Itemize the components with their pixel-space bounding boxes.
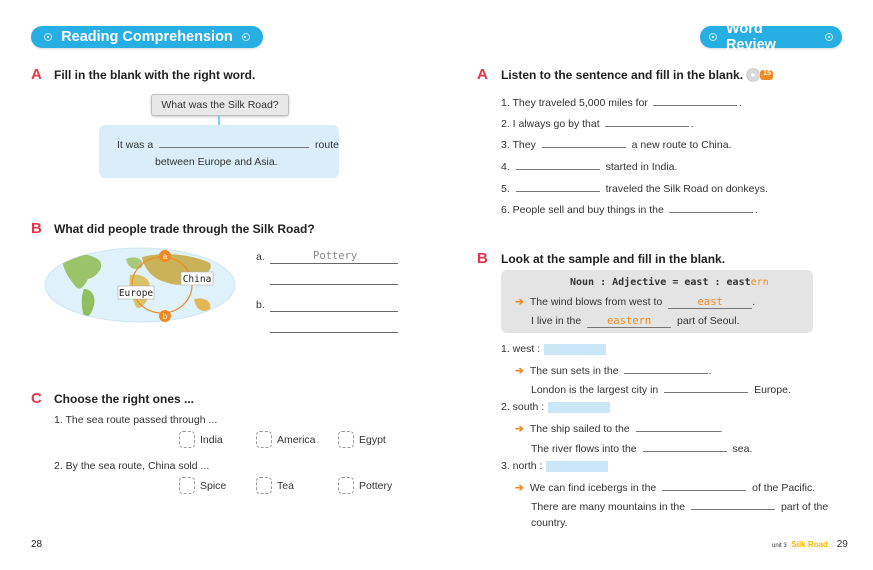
suffix-highlight: ern <box>750 277 769 288</box>
footer <box>772 539 848 550</box>
section-letter: B <box>31 220 42 237</box>
connector-line <box>218 115 220 125</box>
text: . <box>754 204 758 216</box>
world-map <box>44 247 236 323</box>
answer: eastern <box>606 315 652 327</box>
section-title: Listen to the sentence and fill in the blank. <box>501 68 744 82</box>
header-title: Word Review <box>725 21 776 53</box>
text: sea. <box>732 443 753 455</box>
handwritten-answer-a: Pottery <box>313 250 358 262</box>
blank-line[interactable] <box>624 362 708 374</box>
footer-unit: unit 3 <box>772 543 787 549</box>
footer-title: Silk Road <box>791 540 828 549</box>
checkbox[interactable] <box>338 477 354 494</box>
marker-a-label: a <box>162 252 168 261</box>
option-label: Pottery <box>359 479 393 492</box>
text: 1. They traveled 5,000 miles for <box>501 97 648 109</box>
text: 2. I always go by that <box>501 118 600 130</box>
blank-line-b1[interactable] <box>270 311 398 312</box>
page-number-right: 29 <box>836 539 848 550</box>
checkbox[interactable] <box>338 431 354 448</box>
question-2: 2. By the sea route, China sold ... <box>54 460 210 472</box>
word-blank[interactable] <box>548 402 610 413</box>
word-label: 2. south : <box>501 401 545 413</box>
blank-line-b2[interactable] <box>270 332 398 333</box>
word-label: 1. west : <box>501 343 541 355</box>
arrow-right-icon: ➔ <box>515 423 524 435</box>
header-dot-icon <box>825 33 833 41</box>
word-label: 3. north : <box>501 460 543 472</box>
listen-item-4 <box>501 158 677 173</box>
text: The river flows into the <box>531 443 637 455</box>
blank-line[interactable] <box>643 440 727 452</box>
text: It was a <box>117 139 154 151</box>
section-title: Choose the right ones ... <box>54 392 195 406</box>
blank-line[interactable] <box>605 115 689 127</box>
option-checkbox[interactable] <box>256 477 294 494</box>
word-item-1 <box>501 343 606 355</box>
text: route <box>315 139 339 151</box>
option-checkbox[interactable] <box>338 477 392 494</box>
sample-sentence-1 <box>515 296 755 309</box>
option-checkbox[interactable] <box>338 431 386 448</box>
text: 3. They <box>501 139 536 151</box>
text: Europe. <box>754 384 791 396</box>
text: a new route to China. <box>631 139 732 151</box>
checkbox[interactable] <box>256 431 272 448</box>
marker-b-label: b <box>162 312 168 321</box>
header-dot-icon <box>709 33 717 41</box>
blank-line[interactable] <box>691 498 775 510</box>
blank-line[interactable] <box>662 479 746 491</box>
listen-item-1 <box>501 94 742 109</box>
option-label: Spice <box>200 479 227 492</box>
word-item-3-sentence-2-continued: country. <box>531 517 568 529</box>
word-item-2-sentence-1 <box>515 420 722 435</box>
checkbox[interactable] <box>179 477 195 494</box>
track-number: 15 <box>763 70 771 77</box>
word-item-2-sentence-2 <box>531 440 752 455</box>
word-item-2 <box>501 401 610 413</box>
section-title: Fill in the blank with the right word. <box>54 68 256 82</box>
label-b: b. <box>256 299 265 311</box>
arrow-right-icon: ➔ <box>515 365 524 377</box>
option-checkbox[interactable] <box>256 431 316 448</box>
section-letter: A <box>31 66 42 83</box>
question-box: What was the Silk Road? <box>151 94 289 116</box>
blank-line[interactable] <box>653 94 737 106</box>
text: The sun sets in the <box>529 365 619 377</box>
blank-line[interactable] <box>636 420 720 432</box>
listen-item-6 <box>501 201 758 216</box>
checkbox[interactable] <box>179 431 195 448</box>
text: part of the <box>780 501 829 513</box>
text: traveled the Silk Road on donkeys. <box>605 183 768 195</box>
text: . <box>690 118 694 130</box>
listen-item-5 <box>501 180 768 195</box>
section-title: What did people trade through the Silk Road? <box>54 222 315 236</box>
sample-heading <box>570 277 769 288</box>
option-checkbox[interactable] <box>179 431 223 448</box>
text: of the Pacific. <box>752 482 816 494</box>
option-label: America <box>277 433 316 446</box>
answer-line-2: between Europe and Asia. <box>155 156 278 168</box>
audio-cd-icon[interactable] <box>746 68 774 82</box>
section-letter: B <box>477 250 488 267</box>
arrow-right-icon: ➔ <box>515 482 524 494</box>
text: The ship sailed to the <box>529 423 630 435</box>
text: I live in the <box>531 315 582 327</box>
word-item-1-sentence-1 <box>515 362 711 377</box>
word-item-3-sentence-1 <box>515 479 815 494</box>
text: 6. People sell and buy things in the <box>501 204 664 216</box>
option-label: India <box>200 433 223 446</box>
header-dot-icon <box>44 33 52 41</box>
text: . <box>752 296 756 308</box>
word-item-3-sentence-2 <box>531 498 828 513</box>
blank-line[interactable] <box>542 136 626 148</box>
text: We can find icebergs in the <box>529 482 657 494</box>
blank-line[interactable] <box>669 201 753 213</box>
word-item-3 <box>501 460 608 472</box>
option-label: Tea <box>277 479 294 492</box>
arrow-right-icon: ➔ <box>515 296 524 308</box>
china-label: China <box>182 274 212 285</box>
blank-line-a1[interactable] <box>270 263 398 264</box>
text: . <box>738 97 742 109</box>
page-number-left: 28 <box>31 539 43 550</box>
option-checkbox[interactable] <box>179 477 226 494</box>
text: . <box>708 365 712 377</box>
answer: east <box>697 296 723 308</box>
text: Noun : Adjective = east : east <box>570 277 751 288</box>
blank-line[interactable] <box>159 136 309 148</box>
question-1: 1. The sea route passed through ... <box>54 414 218 426</box>
sample-sentence-2 <box>531 315 740 328</box>
text: part of Seoul. <box>677 315 740 327</box>
text: 4. <box>501 161 510 173</box>
checkbox[interactable] <box>256 477 272 494</box>
word-blank[interactable] <box>544 344 606 355</box>
answer-line-1 <box>117 136 339 151</box>
option-label: Egypt <box>359 433 386 446</box>
section-letter: C <box>31 390 42 407</box>
blank-line[interactable] <box>516 158 600 170</box>
text: . <box>719 423 723 435</box>
listen-item-3 <box>501 136 731 151</box>
word-blank[interactable] <box>546 461 608 472</box>
text: London is the largest city in <box>531 384 659 396</box>
answer-box <box>99 125 339 178</box>
section-title: Look at the sample and fill in the blank. <box>501 252 726 266</box>
filled-blank <box>587 315 671 328</box>
blank-line[interactable] <box>664 381 748 393</box>
word-review-header <box>700 21 842 53</box>
text: There are many mountains in the <box>531 501 686 513</box>
reading-comprehension-header <box>31 26 263 48</box>
filled-blank <box>668 296 752 309</box>
section-letter: A <box>477 66 488 83</box>
listen-item-2 <box>501 115 693 130</box>
header-dot-icon <box>242 33 250 41</box>
blank-line-a2[interactable] <box>270 284 398 285</box>
header-title: Reading Comprehension <box>61 29 233 45</box>
word-item-1-sentence-2 <box>531 381 791 396</box>
text: 5. <box>501 183 510 195</box>
text: The wind blows from west to <box>529 296 663 308</box>
label-a: a. <box>256 251 265 263</box>
europe-label: Europe <box>118 288 154 299</box>
text: started in India. <box>605 161 678 173</box>
blank-line[interactable] <box>516 180 600 192</box>
